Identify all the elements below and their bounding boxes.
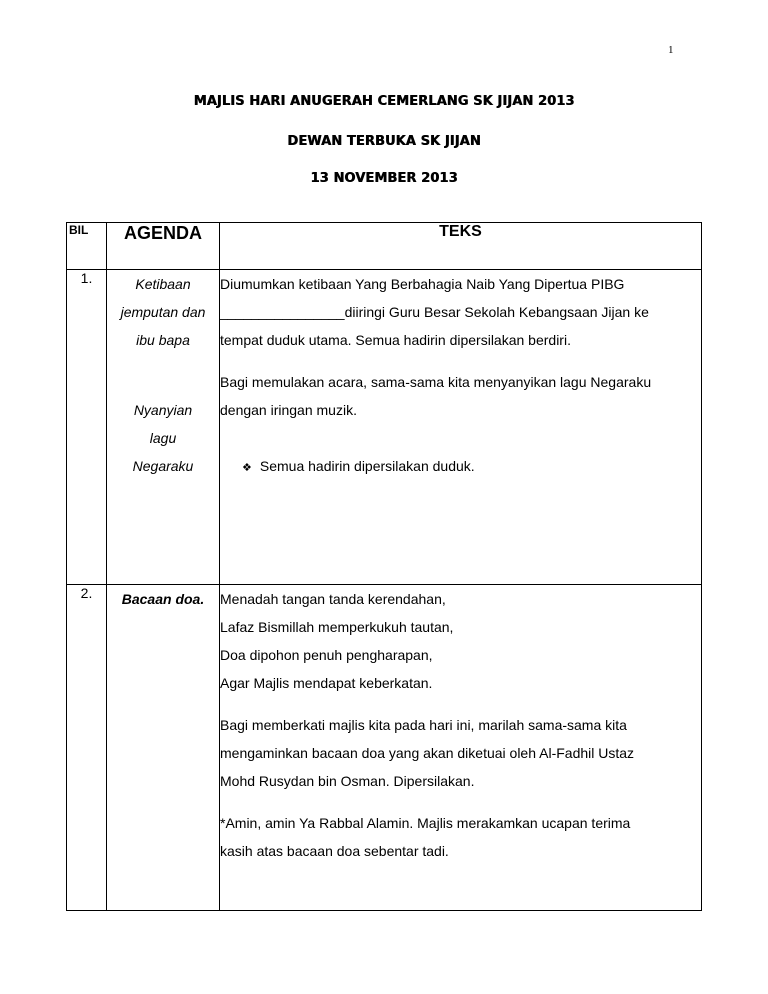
text-line: ________________diiringi Guru Besar Sekolah Kebangsaan Jijan ke (220, 304, 649, 320)
diamond-bullet-icon: ❖ (242, 462, 252, 474)
text-line: Doa dipohon penuh pengharapan, (220, 647, 433, 663)
text-cell (220, 270, 702, 585)
agenda-table (66, 222, 702, 911)
agenda-cell (107, 270, 220, 585)
event-date: 13 NOVEMBER 2013 (310, 171, 458, 186)
text-line: kasih atas bacaan doa sebentar tadi. (220, 843, 449, 859)
agenda-line: lagu (149, 430, 177, 446)
agenda-line: Ketibaan (135, 276, 191, 292)
text-line: Menadah tangan tanda kerendahan, (220, 591, 446, 607)
agenda-line: Negaraku (132, 458, 194, 474)
text-line: Diumumkan ketibaan Yang Berbahagia Naib Yang Dipertua PIBG (220, 276, 625, 292)
text-cell (220, 585, 702, 911)
table-row (67, 585, 702, 911)
bullet-text: Semua hadirin dipersilakan duduk. (259, 458, 475, 474)
page-number: 1 (668, 44, 674, 56)
agenda-line: ibu bapa (136, 332, 190, 348)
agenda-cell: Bacaan doa. (107, 585, 220, 911)
text-line: tempat duduk utama. Semua hadirin dipersilakan berdiri. (220, 332, 571, 348)
bullet-item (220, 452, 701, 482)
agenda-line: Nyanyian (133, 402, 193, 418)
text-line: mengaminkan bacaan doa yang akan diketuai oleh Al-Fadhil Ustaz (220, 745, 635, 761)
event-venue: DEWAN TERBUKA SK JIJAN (287, 134, 481, 149)
text-line: Mohd Rusydan bin Osman. Dipersilakan. (220, 773, 475, 789)
agenda-line: jemputan dan (120, 304, 206, 320)
header-bil: BIL (67, 223, 107, 270)
header-teks: TEKS (220, 223, 702, 270)
table-header-row (67, 223, 702, 270)
row-number: 1. (67, 270, 107, 585)
row-number: 2. (67, 585, 107, 911)
text-line: *Amin, amin Ya Rabbal Alamin. Majlis merakamkan ucapan terima (220, 815, 631, 831)
text-line: Lafaz Bismillah memperkukuh tautan, (220, 619, 454, 635)
text-line: Bagi memberkati majlis kita pada hari ini, marilah sama-sama kita (220, 717, 627, 733)
header-agenda: AGENDA (107, 223, 220, 270)
text-line: Bagi memulakan acara, sama-sama kita menyanyikan lagu Negaraku (220, 374, 652, 390)
table-row (67, 270, 702, 585)
event-title: MAJLIS HARI ANUGERAH CEMERLANG SK JIJAN 2013 (193, 94, 575, 109)
text-line: dengan iringan muzik. (220, 402, 357, 418)
text-line: Agar Majlis mendapat keberkatan. (220, 675, 433, 691)
